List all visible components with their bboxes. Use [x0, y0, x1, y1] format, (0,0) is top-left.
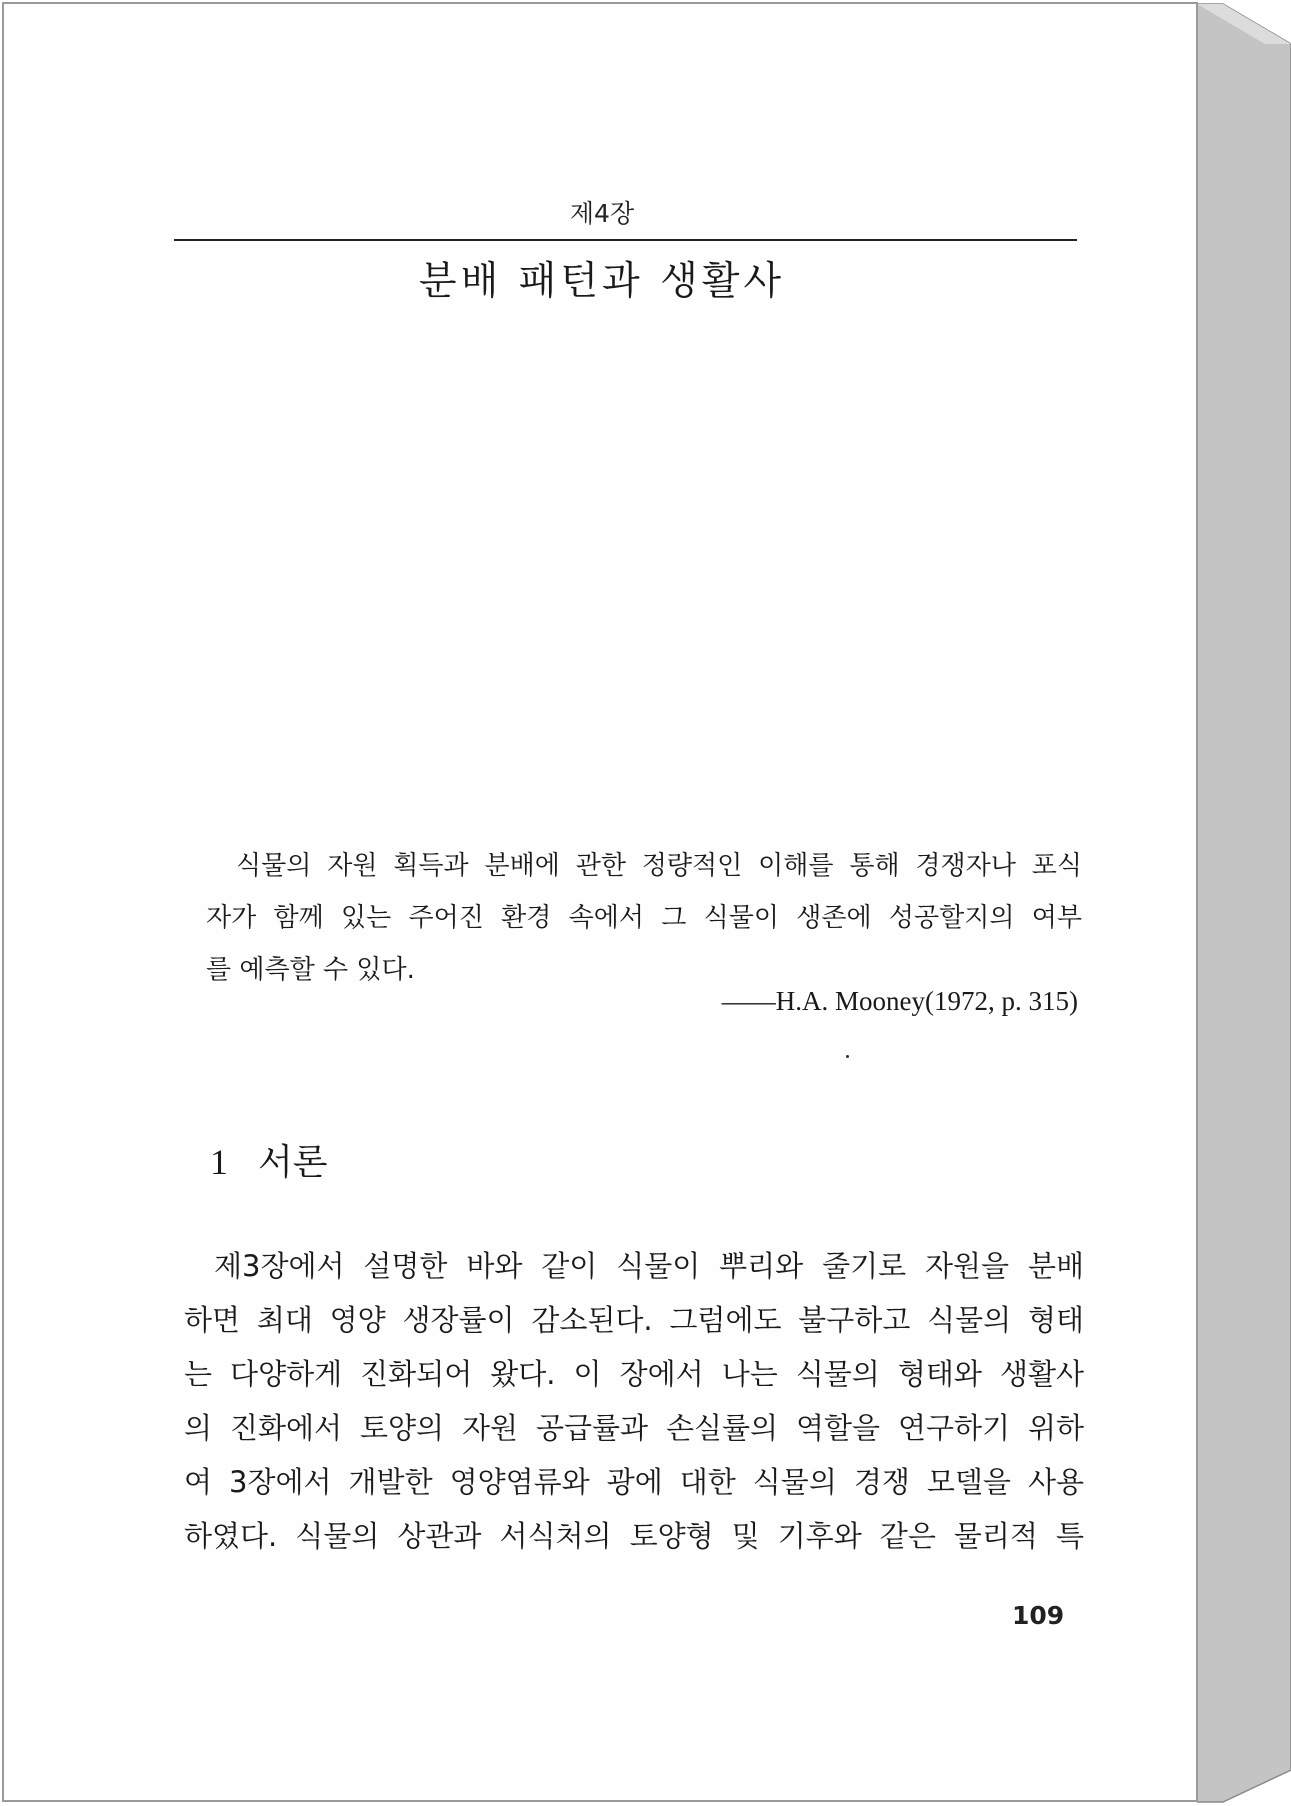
- book-edge: [1197, 0, 1291, 1806]
- chapter-rule: [174, 239, 1077, 241]
- epigraph-line: 를 예측할 수 있다.: [206, 955, 415, 985]
- body-line: 여 3장에서 개발한 영양염류와 광에 대한 식물의 경쟁 모델을 사용: [184, 1465, 1084, 1499]
- chapter-label: 제4장: [569, 199, 635, 228]
- epigraph-attribution: ——H.A. Mooney(1972, p. 315): [721, 986, 1078, 1016]
- epigraph-line: 자가 함께 있는 주어진 환경 속에서 그 식물이 생존에 성공할지의 여부: [206, 903, 1082, 933]
- section-number: 1: [210, 1142, 228, 1182]
- stray-dot: [846, 1055, 849, 1058]
- body-line: 는 다양하게 진화되어 왔다. 이 장에서 나는 식물의 형태와 생활사: [184, 1357, 1084, 1391]
- epigraph-line: 식물의 자원 획득과 분배에 관한 정량적인 이해를 통해 경쟁자나 포식: [236, 851, 1082, 881]
- body-line: 의 진화에서 토양의 자원 공급률과 손실률의 역할을 연구하기 위하: [184, 1411, 1084, 1445]
- body-text: [184, 1239, 1084, 1563]
- body-line: 제3장에서 설명한 바와 같이 식물이 뿌리와 줄기로 자원을 분배: [214, 1249, 1084, 1283]
- chapter-title: 분배 패턴과 생활사: [418, 259, 786, 304]
- book-page: [2, 2, 1198, 1802]
- body-line: 하면 최대 영양 생장률이 감소된다. 그럼에도 불구하고 식물의 형태: [184, 1303, 1084, 1337]
- section-heading: [210, 1134, 328, 1185]
- epigraph: [206, 840, 1082, 996]
- page-number: 109: [1012, 1601, 1065, 1630]
- body-line: 하였다. 식물의 상관과 서식처의 토양형 및 기후와 같은 물리적 특: [184, 1519, 1084, 1553]
- section-title: 서론: [258, 1142, 328, 1183]
